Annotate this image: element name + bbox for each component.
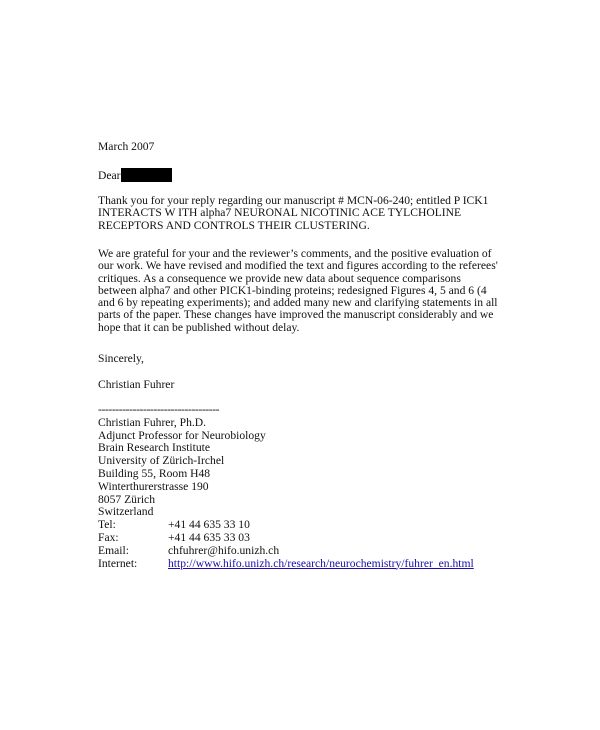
contact-tel (98, 519, 503, 532)
paragraph-revisions (98, 248, 503, 334)
address-line: Brain Research Institute (98, 441, 211, 455)
address-line: Christian Fuhrer, Ph.D. (98, 415, 207, 429)
paragraph-line: and 6 by repeating experiments); and added many new and clarifying statements in all (98, 296, 498, 310)
contact-fax (98, 532, 503, 545)
paragraph-line: RECEPTORS AND CONTROLS THEIR CLUSTERING. (98, 218, 370, 232)
internet-label: Internet: (98, 556, 138, 570)
paragraph-line: Thank you for your reply regarding our manuscript # MCN-06-240; entitled P ICK1 (98, 194, 489, 207)
address-line: Winterthurerstrasse 190 (98, 479, 209, 493)
separator: ----------------------------------- (98, 403, 220, 416)
signature-name: Christian Fuhrer (98, 378, 175, 391)
address-line: University of Zürich-Irchel (98, 454, 225, 468)
paragraph-line: our work. We have revised and modified the text and figures according to the referees' (98, 259, 498, 273)
letter-date: March 2007 (98, 140, 155, 153)
paragraph-reply (98, 195, 503, 232)
address-line: Building 55, Room H48 (98, 466, 211, 480)
tel-value: +41 44 635 33 10 (168, 518, 250, 532)
fax-value: +41 44 635 33 03 (168, 530, 250, 544)
website-link[interactable]: http://www.hifo.unizh.ch/research/neurochemistry/fuhrer_en.html (168, 556, 474, 570)
paragraph-line: INTERACTS W ITH alpha7 NEURONAL NICOTINIC ACE TYLCHOLINE (98, 206, 462, 220)
closing: Sincerely, (98, 352, 144, 365)
paragraph-line: We are grateful for your and the reviewer’s comments, and the positive evaluation of (98, 247, 492, 260)
salutation-text: Dear (98, 169, 121, 182)
paragraph-line: critiques. As a consequence we provide new data about sequence comparisons (98, 271, 461, 285)
email-value: chfuhrer@hifo.unizh.ch (168, 543, 280, 557)
email-label: Email: (98, 543, 129, 557)
contact-internet (98, 558, 503, 571)
paragraph-line: between alpha7 and other PICK1-binding proteins; redesigned Figures 4, 5 and 6 (4 (98, 283, 487, 297)
salutation (98, 168, 503, 182)
fax-label: Fax: (98, 530, 119, 544)
address-line: Switzerland (98, 505, 154, 519)
address-line: Adjunct Professor for Neurobiology (98, 428, 266, 442)
paragraph-line: parts of the paper. These changes have improved the manuscript considerably and we (98, 308, 494, 322)
redacted-name (121, 168, 172, 182)
address-line: 8057 Zürich (98, 492, 155, 506)
tel-label: Tel: (98, 518, 116, 532)
paragraph-line: hope that it can be published without delay. (98, 320, 300, 334)
signature-block (98, 404, 503, 570)
